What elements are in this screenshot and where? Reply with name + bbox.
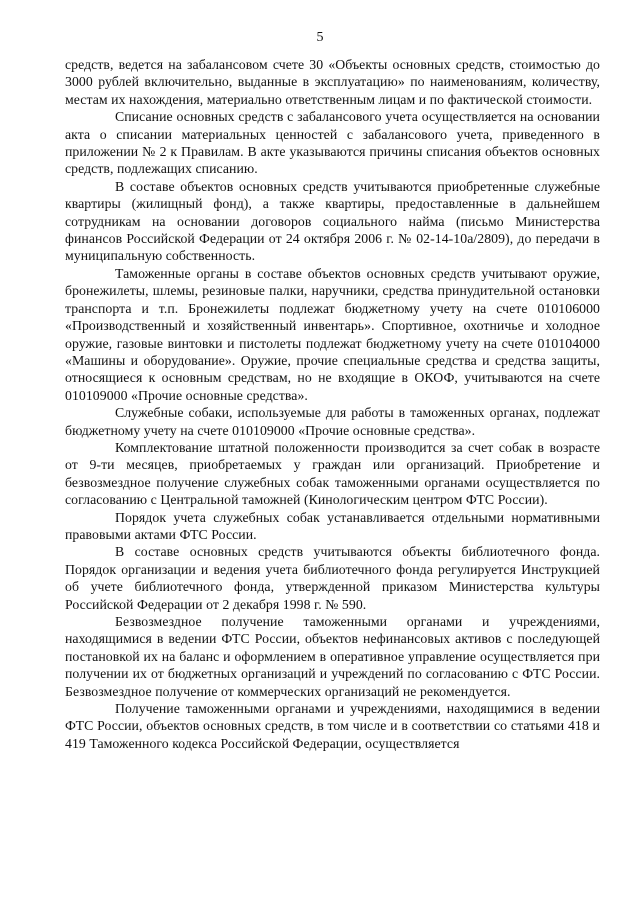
paragraph-free-receipt: Безвозмездное получение таможенными органами и учреждениями, находящимися в ведении ФТС России, объектов нефинансовых активов с последующей постановкой их на баланс и оформлением в оперативное управление осуществляется при получении их от бюджетных организаций и учреждений по согласованию с ФТС России. Безвозмездное получение от коммерческих организаций не рекомендуется. [65,614,600,699]
document-body [65,56,600,752]
paragraph-continuation: средств, ведется на забалансовом счете 30 «Объекты основных средств, стоимостью до 3000 рублей включительно, выданные в эксплуатацию» по наименованиям, количеству, местам их нахождения, материально ответственным лицам и по фактической стоимости. [65,57,600,107]
paragraph-write-off: Списание основных средств с забалансового учета осуществляется на основании акта о списании материальных ценностей с забалансового учета, приведенного в приложении № 2 к Правилам. В акте указываются причины списания объектов основных средств, подлежащих списанию. [65,109,600,177]
paragraph-receipt-customs-code: Получение таможенными органами и учреждениями, находящимися в ведении ФТС России, объектов основных средств, в том числе и в соответствии со статьями 418 и 419 Таможенного кодекса Российской Федерации, осуществляется [65,701,600,751]
paragraph-dog-accounting: Порядок учета служебных собак устанавливается отдельными нормативными правовыми актами ФТС России. [65,509,600,542]
paragraph-housing: В составе объектов основных средств учитываются приобретенные служебные квартиры (жилищный фонд), а также квартиры, предоставленные в дальнейшем сотрудникам на основании договоров социального найма (письмо Министерства финансов Российской Федерации от 24 октября 2006 г. № 02-14-10а/2809), до передачи в муниципальную собственность. [65,178,600,264]
paragraph-weapons: Таможенные органы в составе объектов основных средств учитывают оружие, бронежилеты, шлемы, резиновые палки, наручники, средства принудительной остановки транспорта и т.п. Бронежилеты подлежат бюджетному учету на счете 010106000 «Производственный и хозяйственный инвентарь». Спортивное, охотничье и холодное оружие, газовые винтовки и пистолеты подлежат бюджетному учету на счете 010104000 «Машины и оборудование». Оружие, прочие специальные средства и средства защиты, относящиеся к основным средствам, но не входящие в ОКОФ, учитываются на счете 010109000 «Прочие основные средства». [65,265,600,403]
paragraph-service-dogs: Служебные собаки, используемые для работы в таможенных органах, подлежат бюджетному учету на счете 010109000 «Прочие основные средства». [65,405,600,438]
paragraph-library-fund: В составе основных средств учитываются объекты библиотечного фонда. Порядок организации и ведения учета библиотечного фонда регулируется Инструкцией об учете библиотечного фонда, утвержденной приказом Министерства культуры Российской Федерации от 2 декабря 1998 г. № 590. [65,544,600,612]
page-number: 5 [316,30,324,45]
paragraph-dog-staffing: Комплектование штатной положенности производится за счет собак в возрасте от 9-ти месяцев, приобретаемых у граждан или организаций. Приобретение и безвозмездное получение служебных собак таможенными органами осуществляется по согласованию с Центральной таможней (Кинологическим центром ФТС России). [65,439,600,508]
